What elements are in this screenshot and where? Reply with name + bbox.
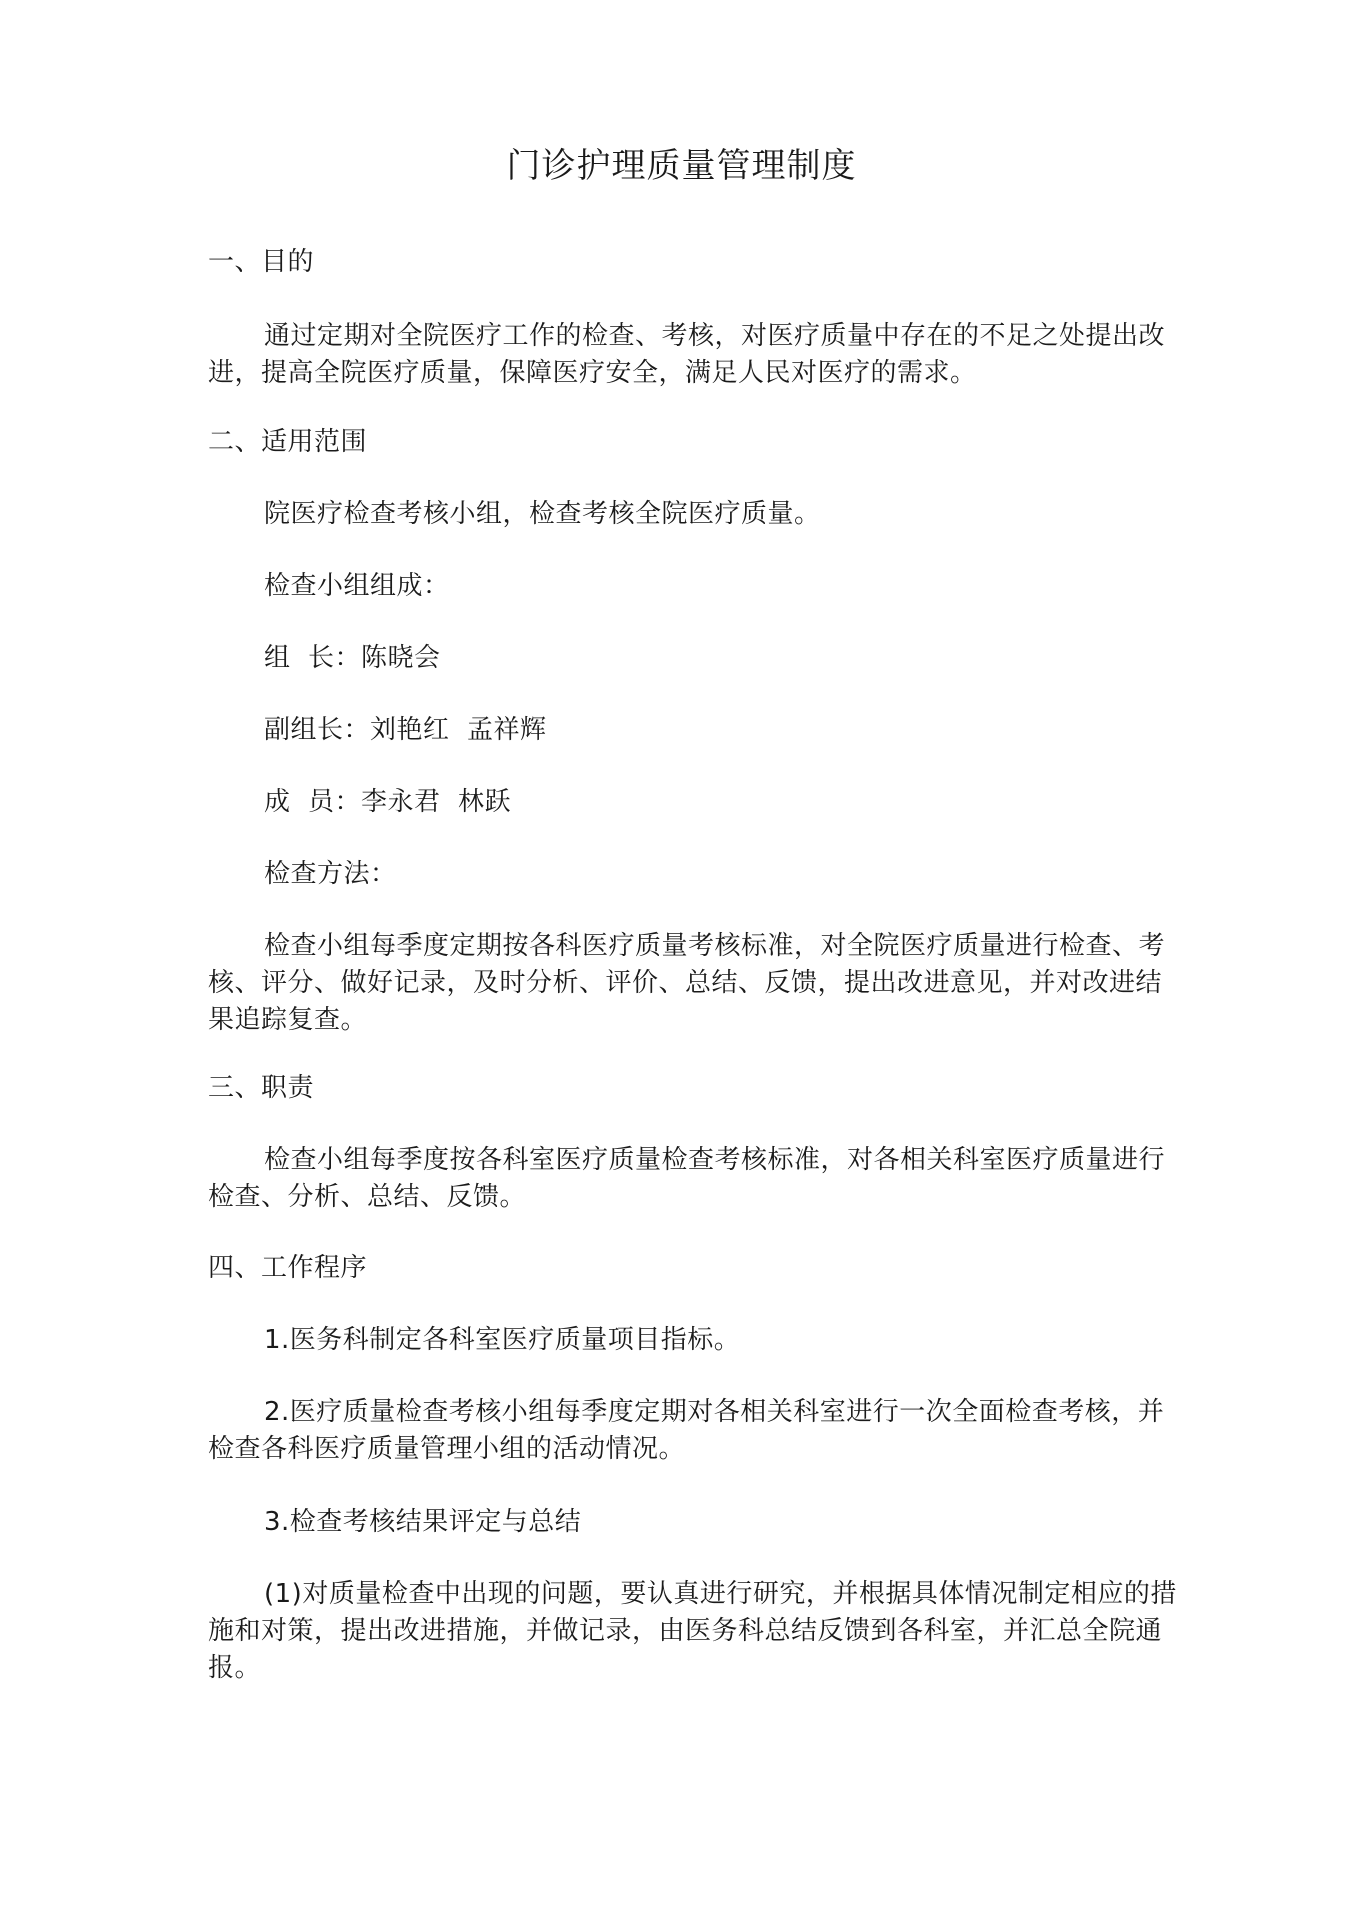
team-members-line — [264, 784, 511, 821]
team-deputy-line — [264, 712, 547, 749]
team-deputy-label: 副组长： — [264, 715, 371, 745]
section-heading-scope: 二、适用范围 — [208, 427, 368, 457]
paragraph-inspection-method: 检查小组每季度定期按各科医疗质量考核标准，对全院医疗质量进行检查、考核、评分、做好记录，及时分析、评价、总结、反馈，提出改进意见，并对改进结果追踪复查。 — [208, 931, 1166, 1035]
procedure-item-3: 3.检查考核结果评定与总结 — [264, 1507, 582, 1537]
team-leader-label: 组 长： — [264, 643, 362, 673]
section-heading-procedure: 四、工作程序 — [208, 1253, 368, 1283]
team-leader-names: 陈晓会 — [361, 643, 441, 673]
team-members-names: 李永君 林跃 — [361, 787, 512, 817]
document-title: 门诊护理质量管理制度 — [506, 146, 857, 186]
procedure-item-2: 2.医疗质量检查考核小组每季度定期对各相关科室进行一次全面检查考核，并检查各科医疗质量管理小组的活动情况。 — [208, 1397, 1165, 1464]
paragraph-purpose: 通过定期对全院医疗工作的检查、考核，对医疗质量中存在的不足之处提出改进，提高全院医疗质量，保障医疗安全，满足人民对医疗的需求。 — [208, 321, 1166, 388]
team-leader-line — [264, 640, 441, 677]
paragraph-duties: 检查小组每季度按各科室医疗质量检查考核标准，对各相关科室医疗质量进行检查、分析、总结、反馈。 — [208, 1145, 1166, 1212]
team-composition-label: 检查小组组成： — [264, 571, 450, 601]
section-heading-purpose: 一、目的 — [208, 247, 315, 277]
team-members-label: 成 员： — [264, 787, 362, 817]
section-heading-duties: 三、职责 — [208, 1073, 315, 1103]
procedure-item-1: 1.医务科制定各科室医疗质量项目指标。 — [264, 1325, 741, 1355]
paragraph-scope: 院医疗检查考核小组，检查考核全院医疗质量。 — [264, 499, 821, 529]
procedure-item-3-1: (1)对质量检查中出现的问题，要认真进行研究，并根据具体情况制定相应的措施和对策，提出改进措施，并做记录，由医务科总结反馈到各科室，并汇总全院通报。 — [208, 1579, 1177, 1683]
team-deputy-names: 刘艳红 孟祥辉 — [370, 715, 547, 745]
inspection-method-label: 检查方法： — [264, 859, 397, 889]
